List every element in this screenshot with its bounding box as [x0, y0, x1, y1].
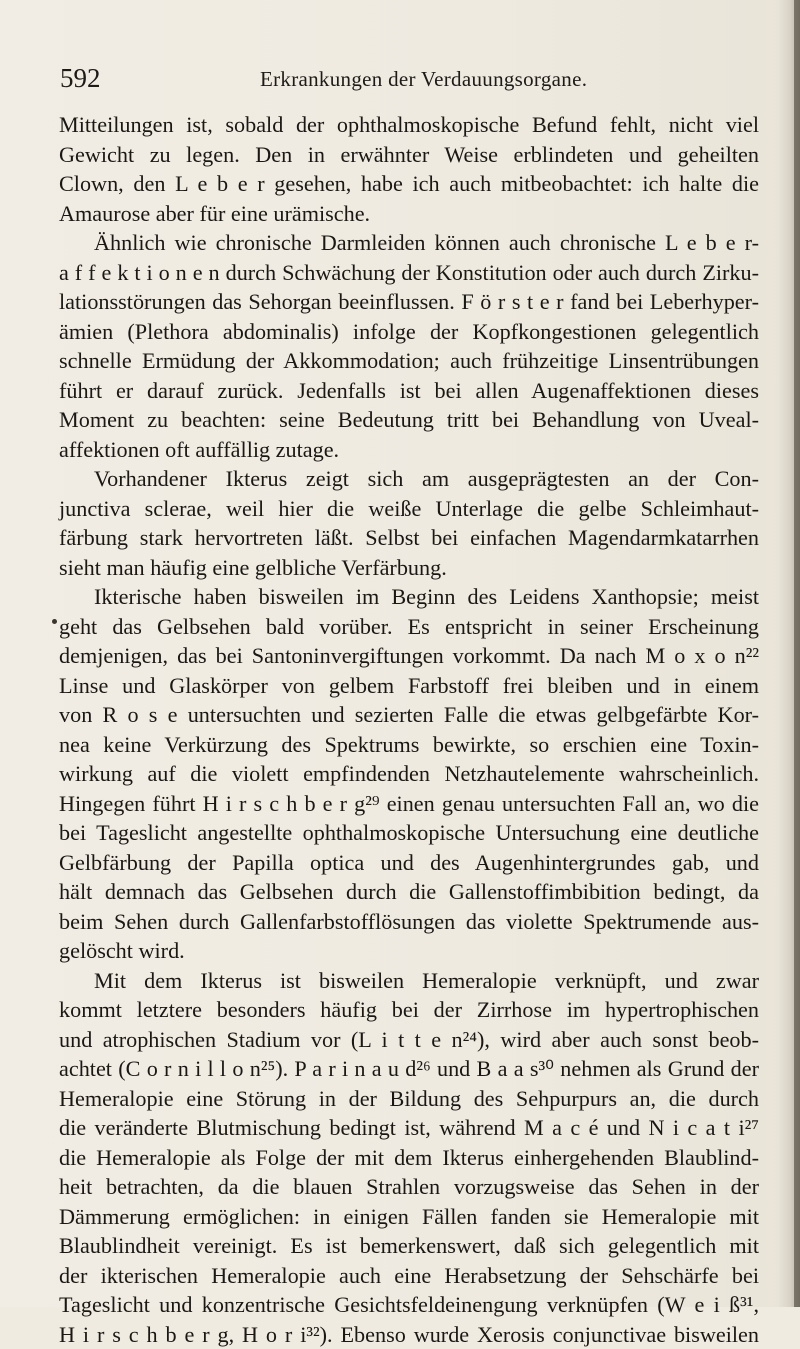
text-line: der ikterischen Hemeralopie auch eine Herabsetzung der Sehschärfe bei	[59, 1261, 759, 1291]
text-line: Gewicht zu legen. Den in erwähnter Weise erblindeten und geheilten	[59, 140, 759, 170]
text-line: Blaublindheit vereinigt. Es ist bemerkenswert, daß sich gelegentlich mit	[59, 1231, 759, 1261]
text-line: Hemeralopie eine Störung in der Bildung des Sehpurpurs an, die durch	[59, 1084, 759, 1114]
text-line: beim Sehen durch Gallenfarbstofflösungen das violette Spektrumende aus-	[59, 907, 759, 937]
text-line: Tageslicht und konzentrische Gesichtsfeldeinengung verknüpfen (W e i ß³¹,	[59, 1290, 759, 1320]
text-line: führt er darauf zurück. Jedenfalls ist bei allen Augenaffektionen dieses	[59, 376, 759, 406]
text-line: Mitteilungen ist, sobald der ophthalmoskopische Befund fehlt, nicht viel	[59, 110, 759, 140]
text-line: Dämmerung ermöglichen: in einigen Fällen fanden sie Hemeralopie mit	[59, 1202, 759, 1232]
text-line: von R o s e untersuchten und sezierten Falle die etwas gelbgefärbte Kor-	[59, 700, 759, 730]
text-line: lationsstörungen das Sehorgan beeinflussen. F ö r s t e r fand bei Leberhyper-	[59, 287, 759, 317]
text-line: heit betrachten, da die blauen Strahlen vorzugsweise das Sehen in der	[59, 1172, 759, 1202]
page-header	[60, 58, 760, 98]
text-line: kommt letztere besonders häufig bei der Zirrhose im hypertrophischen	[59, 995, 759, 1025]
text-line: nea keine Verkürzung des Spektrums bewirkte, so erschien eine Toxin-	[59, 730, 759, 760]
text-line: geht das Gelbsehen bald vorüber. Es entspricht in seiner Erscheinung	[59, 612, 759, 642]
text-line: Moment zu beachten: seine Bedeutung tritt bei Behandlung von Uveal-	[59, 405, 759, 435]
text-line: gelöscht wird.	[59, 936, 759, 966]
text-line: die veränderte Blutmischung bedingt ist, während M a c é und N i c a t i²⁷	[59, 1113, 759, 1143]
text-line: Linse und Glaskörper von gelbem Farbstoff frei bleiben und in einem	[59, 671, 759, 701]
text-line: a f f e k t i o n e n durch Schwächung der Konstitution oder auch durch Zirku-	[59, 258, 759, 288]
text-line: Clown, den L e b e r gesehen, habe ich auch mitbeobachtet: ich halte die	[59, 169, 759, 199]
text-line: Amaurose aber für eine urämische.	[59, 199, 759, 229]
page-edge	[794, 0, 800, 1307]
text-line: junctiva sclerae, weil hier die weiße Unterlage die gelbe Schleimhaut-	[59, 494, 759, 524]
text-line: schnelle Ermüdung der Akkommodation; auch frühzeitige Linsentrübungen	[59, 346, 759, 376]
text-line: achtet (C o r n i l l o n²⁵). P a r i n a u d²⁶ und B a a s³⁰ nehmen als Grund der	[59, 1054, 759, 1084]
text-line: affektionen oft auffällig zutage.	[59, 435, 759, 465]
text-line: demjenigen, das bei Santoninvergiftungen vorkommt. Da nach M o x o n²²	[59, 641, 759, 671]
text-line: H i r s c h b e r g, H o r i³²). Ebenso wurde Xerosis conjunctivae bisweilen	[59, 1320, 759, 1349]
text-line: sieht man häufig eine gelbliche Verfärbung.	[59, 553, 759, 583]
margin-mark	[52, 619, 57, 624]
text-line: bei Tageslicht angestellte ophthalmoskopische Untersuchung eine deutliche	[59, 818, 759, 848]
text-line: hält demnach das Gelbsehen durch die Gallenstoffimbibition bedingt, da	[59, 877, 759, 907]
text-line: Gelbfärbung der Papilla optica und des Augenhintergrundes gab, und	[59, 848, 759, 878]
text-line: und atrophischen Stadium vor (L i t t e n²⁴), wird aber auch sonst beob-	[59, 1025, 759, 1055]
running-head: Erkrankungen der Verdauungsorgane.	[260, 60, 587, 98]
text-line: Vorhandener Ikterus zeigt sich am ausgeprägtesten an der Con-	[59, 464, 759, 494]
text-line: Mit dem Ikterus ist bisweilen Hemeralopie verknüpft, und zwar	[59, 966, 759, 996]
body-text	[59, 110, 759, 1349]
text-line: die Hemeralopie als Folge der mit dem Ikterus einhergehenden Blaublind-	[59, 1143, 759, 1173]
text-line: wirkung auf die violett empfindenden Netzhautelemente wahrscheinlich.	[59, 759, 759, 789]
page-number: 592	[60, 58, 101, 98]
text-line: Hingegen führt H i r s c h b e r g²⁹ einen genau untersuchten Fall an, wo die	[59, 789, 759, 819]
text-line: ämien (Plethora abdominalis) infolge der Kopfkongestionen gelegentlich	[59, 317, 759, 347]
text-line: Ikterische haben bisweilen im Beginn des Leidens Xanthopsie; meist	[59, 582, 759, 612]
text-line: Ähnlich wie chronische Darmleiden können auch chronische L e b e r-	[59, 228, 759, 258]
text-line: färbung stark hervortreten läßt. Selbst bei einfachen Magendarmkatarrhen	[59, 523, 759, 553]
